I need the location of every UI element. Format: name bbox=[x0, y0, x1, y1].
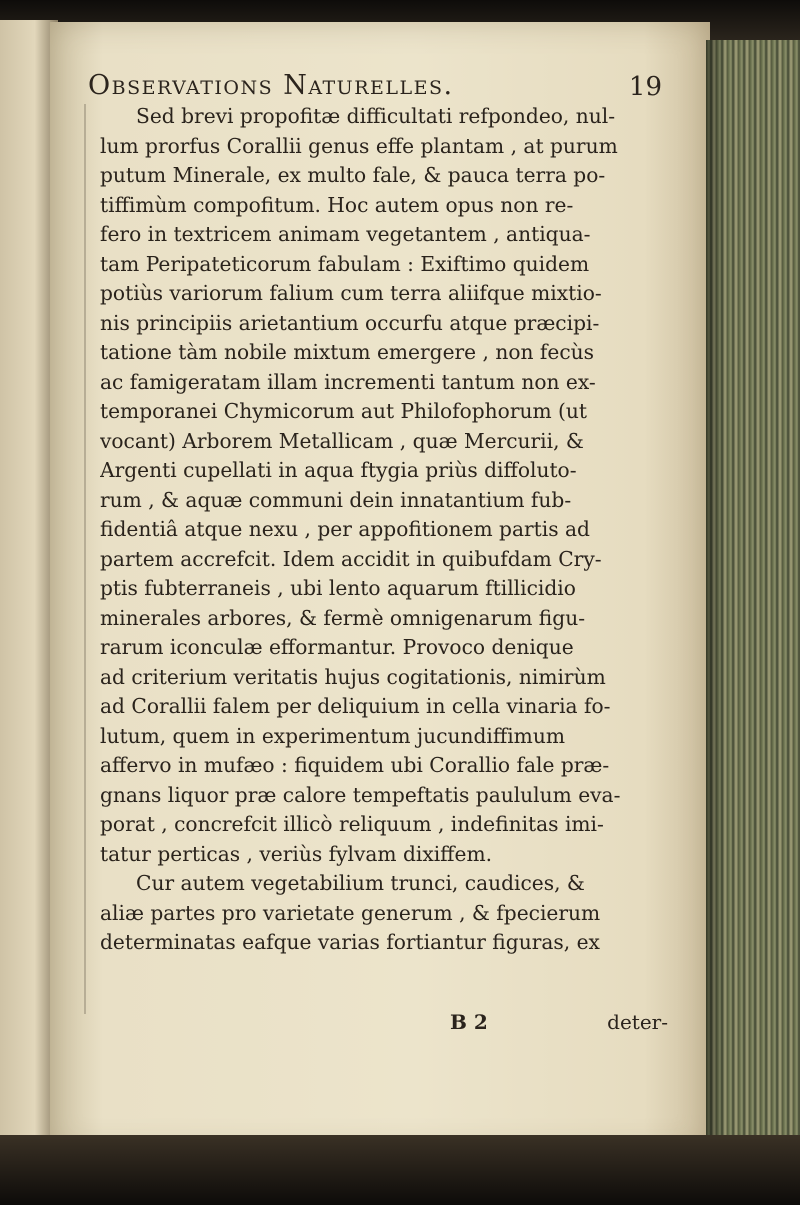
body-text bbox=[100, 102, 668, 958]
text-line: ac famigeratam illam incrementi tantum non ex- bbox=[100, 369, 596, 394]
text-line: Cur autem vegetabilium trunci, caudices, & bbox=[136, 871, 585, 895]
page-footer bbox=[100, 1010, 668, 1040]
signature-mark: B 2 bbox=[450, 1010, 488, 1034]
book-fore-edge bbox=[706, 40, 800, 1140]
text-line: porat , concrefcit illicò reliquum , indefinitas imi- bbox=[100, 812, 604, 836]
text-line: temporanei Chymicorum aut Philofophorum (ut bbox=[100, 399, 588, 423]
running-title: Observations Naturelles. bbox=[88, 70, 454, 101]
text-line: minerales arbores, & fermè omnigenarum figu- bbox=[100, 605, 586, 630]
gutter-shadow bbox=[84, 104, 86, 1014]
text-line: tiffimùm compofitum. Hoc autem opus non re- bbox=[100, 192, 574, 217]
catchword: deter- bbox=[607, 1010, 668, 1034]
text-line: affervo in mufæo : fiquidem ubi Corallio fale præ- bbox=[100, 753, 610, 777]
text-line: tatur perticas , veriùs fylvam dixiffem. bbox=[100, 841, 493, 866]
text-line: ad criterium veritatis hujus cogitationis, nimirùm bbox=[100, 664, 606, 689]
text-line: rarum iconculæ efformantur. Provoco denique bbox=[100, 635, 574, 659]
text-line: ptis fubterraneis , ubi lento aquarum ftillicidio bbox=[100, 576, 576, 600]
text-line: aliæ partes pro varietate generum , & fpecierum bbox=[100, 900, 601, 925]
text-line: tam Peripateticorum fabulam : Exiftimo quidem bbox=[100, 251, 590, 276]
page-number: 19 bbox=[628, 72, 662, 102]
text-line: Sed brevi propofitæ difficultati refpondeo, nul- bbox=[136, 104, 616, 128]
text-line: putum Minerale, ex multo fale, & pauca terra po- bbox=[100, 163, 606, 187]
scan-border-bottom bbox=[0, 1135, 800, 1205]
text-line: vocant) Arborem Metallicam , quæ Mercurii, & bbox=[100, 428, 584, 453]
text-line: nis principiis arietantium occurfu atque præcipi- bbox=[100, 310, 600, 335]
text-line: tatione tàm nobile mixtum emergere , non fecùs bbox=[100, 340, 595, 364]
text-line: rum , & aquæ communi dein innatantium fub- bbox=[100, 487, 572, 512]
text-line: fidentiâ atque nexu , per appofitionem partis ad bbox=[100, 517, 590, 541]
text-line: lutum, quem in experimentum jucundiffimum bbox=[100, 723, 565, 748]
text-line: ad Corallii falem per deliquium in cella vinaria fo- bbox=[100, 694, 611, 718]
text-line: gnans liquor præ calore tempeftatis paululum eva- bbox=[100, 782, 621, 807]
text-line: fero in textricem animam vegetantem , antiqua- bbox=[100, 222, 591, 246]
text-line: lum prorfus Corallii genus effe plantam , at purum bbox=[100, 133, 618, 158]
text-line: potiùs variorum falium cum terra aliifque mixtio- bbox=[100, 281, 602, 305]
text-line: determinatas eafque varias fortiantur figuras, ex bbox=[100, 930, 600, 954]
text-line: partem accrefcit. Idem accidit in quibufdam Cry- bbox=[100, 546, 602, 571]
text-line: Argenti cupellati in aqua ftygia priùs diffoluto- bbox=[100, 458, 577, 482]
